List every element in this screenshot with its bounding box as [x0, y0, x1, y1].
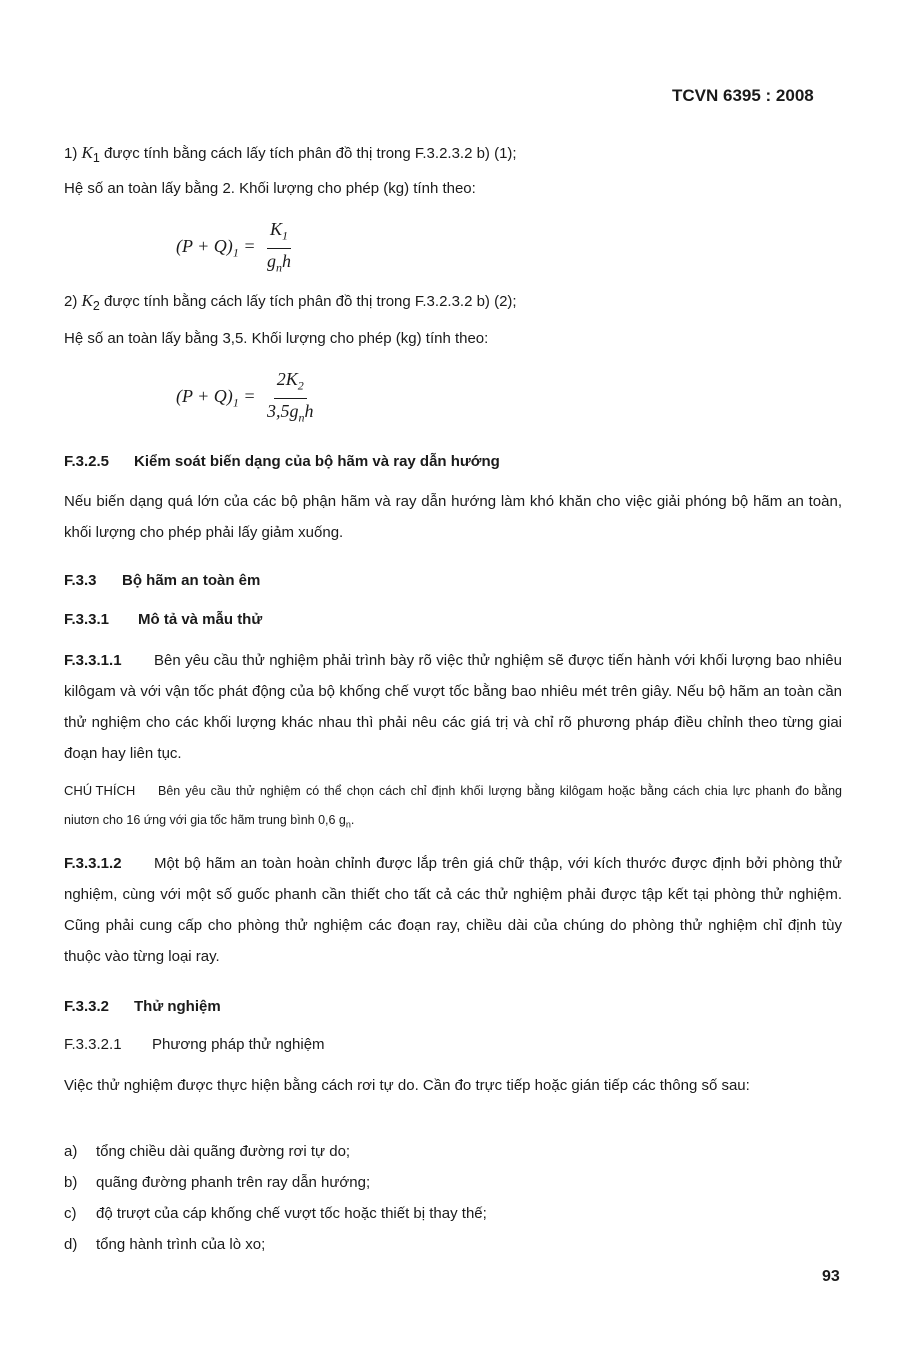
formula-1-equals: = — [238, 235, 256, 256]
section-f33312-text: Một bộ hãm an toàn hoàn chỉnh được lắp trên giá chữ thập, với kích thước được định bởi phòng thử nghiệm, cùng với một số guốc phanh cần thiết cho tất cả các thử nghiệm phải được tập kết tại phòng thử nghiệm. Cũng phải cung cấp cho phòng thử nghiệm các đoạn ray, chiều dài của chúng do phòng thử nghiệm chỉ định tùy thuộc vào từng loại ray. — [64, 855, 842, 965]
formula-2-denominator-sub: n — [298, 410, 305, 425]
section-f33312-paragraph — [64, 848, 842, 972]
safety-factor-1: Hệ số an toàn lấy bằng 2. Khối lượng cho phép (kg) tính theo: — [64, 180, 476, 197]
item-2-line — [64, 291, 517, 313]
section-f33321-title: Phương pháp thử nghiệm — [152, 1036, 325, 1053]
section-f33311-text: Bên yêu cầu thử nghiệm phải trình bày rõ việc thử nghiệm sẽ được tiến hành với khối lượng bao nhiêu kilôgam và với vận tốc phát động của bộ khống chế vượt tốc bằng bao nhiêu mét trên giây. Nếu bộ hãm an toàn cần thử nghiệm cho các khối lượng khác nhau thì phải nêu các giá trị và chỉ rõ phương pháp điều chỉnh theo từng giai đoạn hay liên tục. — [64, 652, 842, 762]
list-item-label: b) — [64, 1174, 78, 1191]
section-f3225-heading — [64, 453, 500, 470]
note-end: . — [350, 813, 355, 827]
section-f33321-heading — [64, 1036, 325, 1053]
list-item-text: quãng đường phanh trên ray dẫn hướng; — [96, 1174, 371, 1191]
note-label: CHÚ THÍCH — [64, 783, 136, 798]
formula-2-numerator: 2K — [276, 369, 298, 389]
item-2-prefix: 2) — [64, 293, 82, 310]
section-f333-number: F.3.3 — [64, 572, 97, 589]
list-item — [64, 1236, 265, 1253]
note-subscript: n — [345, 819, 351, 830]
list-item-label: c) — [64, 1205, 77, 1222]
section-f3225-number: F.3.2.5 — [64, 453, 110, 470]
formula-1-numerator: K — [269, 219, 282, 239]
formula-1-denominator-h: h — [281, 250, 291, 271]
section-f3225-paragraph: Nếu biến dạng quá lớn của các bộ phận hãm và ray dẫn hướng làm khó khăn cho việc giải phóng bộ hãm an toàn, khối lượng cho phép phải lấy giảm xuống. — [64, 493, 842, 541]
list-item-label: d) — [64, 1236, 78, 1253]
formula-2-denominator: 3,5g — [266, 400, 299, 421]
item-1-k-subscript: 1 — [92, 151, 100, 165]
list-item — [64, 1143, 350, 1160]
formula-1 — [176, 218, 294, 278]
formula-1-numerator-sub: 1 — [281, 228, 288, 243]
section-f3331-heading — [64, 611, 262, 628]
page-number: 93 — [822, 1268, 840, 1285]
section-f33311-paragraph — [64, 645, 842, 769]
section-f33311-number: F.3.3.1.1 — [64, 652, 122, 669]
item-2-text: được tính bằng cách lấy tích phân đồ thị trong F.3.2.3.2 b) (2); — [99, 293, 517, 310]
formula-1-lhs-sub: 1 — [232, 245, 239, 260]
formula-1-denominator: g — [266, 250, 276, 271]
formula-1-denominator-sub: n — [275, 260, 282, 275]
safety-factor-2: Hệ số an toàn lấy bằng 3,5. Khối lượng cho phép (kg) tính theo: — [64, 330, 489, 347]
section-f33312-number: F.3.3.1.2 — [64, 855, 122, 872]
section-f3332-number: F.3.3.2 — [64, 998, 110, 1015]
list-item-text: độ trượt của cáp khống chế vượt tốc hoặc thiết bị thay thế; — [96, 1205, 487, 1222]
section-f3331-title: Mô tả và mẫu thử — [138, 611, 263, 628]
formula-2-lhs: (P + Q) — [176, 385, 233, 406]
formula-2-denominator-h: h — [304, 400, 314, 421]
list-item — [64, 1205, 487, 1222]
section-f333-title: Bộ hãm an toàn êm — [122, 572, 261, 589]
item-1-text: được tính bằng cách lấy tích phân đồ thị trong F.3.2.3.2 b) (1); — [99, 145, 517, 162]
list-item-text: tổng hành trình của lò xo; — [96, 1236, 266, 1253]
item-2-k-subscript: 2 — [92, 299, 100, 313]
formula-2 — [176, 368, 316, 428]
formula-2-lhs-sub: 1 — [232, 395, 239, 410]
item-1-line — [64, 143, 517, 165]
list-item — [64, 1174, 370, 1191]
note-text: Bên yêu cầu thử nghiệm có thể chọn cách chỉ định khối lượng bằng kilôgam hoặc bằng cách chia lực phanh đo bằng niutơn cho 16 ứng với gia tốc hãm trung bình 0,6 g — [64, 784, 842, 827]
formula-2-numerator-sub: 2 — [297, 378, 304, 393]
section-f3331-number: F.3.3.1 — [64, 611, 110, 628]
section-f3332-title: Thử nghiệm — [134, 998, 221, 1015]
section-f3225-title: Kiểm soát biến dạng của bộ hãm và ray dẫn hướng — [134, 453, 500, 470]
list-item-label: a) — [64, 1143, 78, 1160]
note-block — [64, 776, 842, 840]
item-1-prefix: 1) — [64, 145, 82, 162]
section-f33321-number: F.3.3.2.1 — [64, 1036, 122, 1053]
formula-2-fraction — [264, 368, 317, 428]
formula-1-lhs: (P + Q) — [176, 235, 233, 256]
list-item-text: tổng chiều dài quãng đường rơi tự do; — [96, 1143, 351, 1160]
section-f33321-paragraph: Việc thử nghiệm được thực hiện bằng cách rơi tự do. Cần đo trực tiếp hoặc gián tiếp các thông số sau: — [64, 1077, 750, 1094]
section-f3332-heading — [64, 998, 221, 1015]
formula-2-equals: = — [238, 385, 256, 406]
formula-1-fraction — [264, 218, 294, 278]
item-2-k-symbol: K — [81, 291, 93, 310]
page-header-title: TCVN 6395 : 2008 — [672, 86, 814, 105]
section-f333-heading — [64, 572, 260, 589]
item-1-k-symbol: K — [81, 143, 93, 162]
